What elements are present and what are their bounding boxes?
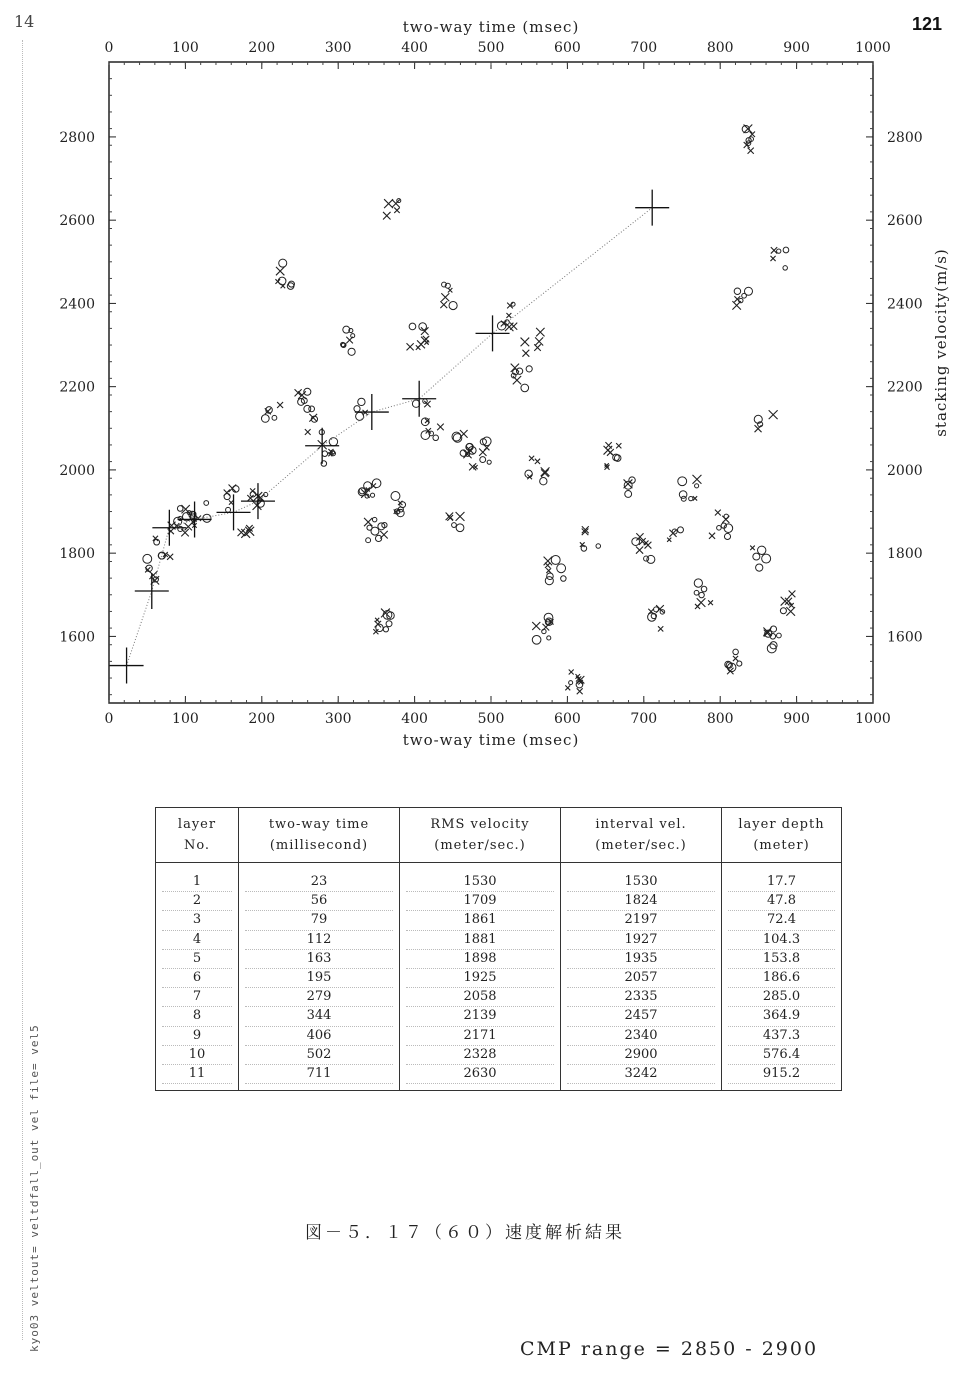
semblance-point [547, 636, 551, 640]
layer-depth-cell: 153.8 [728, 950, 835, 969]
x-tick-label-top: 800 [706, 40, 734, 56]
y-tick-label-left: 1800 [59, 546, 95, 563]
semblance-point [709, 533, 715, 539]
semblance-point [380, 531, 388, 539]
semblance-point [742, 293, 747, 298]
x-tick-label-top: 400 [401, 40, 428, 56]
semblance-point [153, 536, 158, 541]
semblance-point [229, 500, 233, 504]
column-two-way-time [239, 863, 400, 1091]
figure-caption: 図－５．１７（６０）速度解析結果 [305, 1223, 625, 1243]
velocity-pick-marker [135, 573, 169, 609]
velocity-pick-marker [476, 315, 510, 351]
semblance-point [777, 633, 782, 638]
two-way-time-cell: 344 [245, 1007, 393, 1026]
semblance-point [758, 546, 766, 554]
interval-vel-cell: 2457 [567, 1007, 715, 1026]
layer-depth-cell: 437.3 [728, 1027, 835, 1046]
semblance-point [421, 431, 430, 440]
two-way-time-cell: 502 [245, 1046, 393, 1065]
layer-no-cell: 7 [162, 988, 232, 1007]
semblance-point [346, 337, 353, 344]
x-tick-label-bottom: 0 [104, 711, 114, 727]
layer-no-cell: 3 [162, 911, 232, 930]
semblance-point [354, 406, 360, 412]
semblance-point [441, 293, 449, 301]
interval-vel-cell: 1530 [567, 873, 715, 892]
x-tick-label-top: 700 [630, 40, 658, 56]
semblance-point [678, 477, 687, 486]
x-tick-label-top: 200 [248, 40, 276, 56]
semblance-point [724, 533, 730, 539]
layer-no-cell: 4 [162, 931, 232, 950]
rms-velocity-cell: 2630 [406, 1065, 554, 1084]
semblance-point [780, 608, 786, 614]
semblance-point [167, 554, 173, 560]
layer-table [155, 807, 842, 1091]
x-tick-label-bottom: 1000 [855, 711, 891, 727]
semblance-point [541, 467, 550, 476]
semblance-point [576, 681, 583, 688]
semblance-point [561, 576, 566, 581]
two-way-time-cell: 56 [245, 892, 393, 911]
layer-no-cell: 6 [162, 969, 232, 988]
x-tick-label-bottom: 700 [630, 711, 658, 727]
semblance-point [541, 469, 549, 477]
layer-no-cell: 9 [162, 1027, 232, 1046]
semblance-point [536, 328, 544, 336]
semblance-point [449, 301, 457, 309]
semblance-point [532, 622, 540, 630]
layer-depth-cell: 72.4 [728, 911, 835, 930]
semblance-point [654, 607, 659, 612]
semblance-point [279, 259, 287, 267]
interval-vel-cell: 3242 [567, 1065, 715, 1084]
semblance-point [424, 340, 428, 344]
velocity-pick-marker [402, 381, 436, 417]
semblance-point [786, 607, 795, 616]
semblance-point [789, 591, 796, 598]
interval-vel-cell: 2340 [567, 1027, 715, 1046]
semblance-point [753, 553, 760, 560]
y-tick-label-right: 1800 [887, 546, 923, 563]
y-tick-label-left: 2800 [59, 129, 95, 146]
interval-vel-cell: 1824 [567, 892, 715, 911]
semblance-point [480, 457, 486, 463]
velocity-trend-line [127, 208, 653, 666]
x-tick-label-bottom: 900 [783, 711, 810, 727]
semblance-point [224, 493, 230, 499]
semblance-point [226, 507, 231, 512]
semblance-point [644, 556, 649, 561]
semblance-point [372, 479, 381, 488]
semblance-point [625, 491, 632, 498]
interval-vel-cell: 2335 [567, 988, 715, 1007]
semblance-point [506, 313, 511, 318]
semblance-point [356, 412, 364, 420]
layer-no-cell: 5 [162, 950, 232, 969]
semblance-point [697, 598, 706, 607]
table-body-row [156, 863, 842, 1091]
x-tick-label-top: 900 [783, 40, 810, 56]
semblance-point [513, 376, 521, 384]
semblance-point [529, 456, 534, 461]
x-tick-label-bottom: 800 [706, 711, 734, 727]
semblance-point [272, 415, 277, 420]
semblance-point [699, 592, 704, 597]
semblance-point [322, 451, 328, 457]
semblance-point [378, 523, 385, 530]
layer-no-cell: 1 [162, 873, 232, 892]
semblance-point [452, 523, 457, 528]
semblance-point [624, 481, 632, 489]
x-tick-label-bottom: 400 [401, 711, 428, 727]
layer-depth-cell: 47.8 [728, 892, 835, 911]
header-layer-no: layer No. [156, 808, 239, 863]
rms-velocity-cell: 1925 [406, 969, 554, 988]
header-layer-depth: layer depth (meter) [722, 808, 842, 863]
semblance-point [521, 338, 530, 347]
x-tick-label-bottom: 100 [172, 711, 199, 727]
x-tick-label-top: 1000 [855, 40, 891, 56]
semblance-point [770, 642, 777, 649]
semblance-point [358, 398, 365, 405]
x-axis-title-top: two-way time (msec) [402, 18, 580, 36]
semblance-point [734, 288, 740, 294]
semblance-point [667, 538, 671, 542]
interval-vel-cell: 1927 [567, 931, 715, 950]
semblance-point [701, 586, 707, 592]
column-rms-velocity [400, 863, 561, 1091]
semblance-point [783, 247, 789, 253]
rms-velocity-cell: 2328 [406, 1046, 554, 1065]
semblance-point [143, 554, 152, 563]
layer-depth-cell: 915.2 [728, 1065, 835, 1084]
semblance-point [708, 600, 713, 605]
two-way-time-cell: 195 [245, 969, 393, 988]
header-rms-velocity: RMS velocity (meter/sec.) [400, 808, 561, 863]
semblance-point [737, 661, 742, 666]
semblance-point [250, 488, 255, 493]
semblance-point [636, 546, 643, 553]
semblance-point [433, 435, 439, 441]
x-tick-label-bottom: 500 [477, 711, 505, 727]
semblance-point [275, 279, 280, 284]
semblance-point [770, 626, 776, 632]
side-file-label: kyo03 veltout= veltdfall_out vel file= vel5 [28, 1024, 41, 1352]
rms-velocity-cell: 2058 [406, 988, 554, 1007]
semblance-point [596, 544, 601, 549]
semblance-point [535, 337, 543, 345]
y-tick-label-left: 1600 [59, 629, 95, 646]
semblance-point [204, 501, 209, 506]
semblance-point [645, 542, 652, 549]
layer-depth-cell: 364.9 [728, 1007, 835, 1026]
two-way-time-cell: 406 [245, 1027, 393, 1046]
semblance-point [727, 668, 733, 674]
semblance-point [203, 514, 211, 522]
semblance-point [510, 323, 517, 330]
semblance-point [546, 568, 551, 573]
semblance-point [748, 148, 754, 154]
plot-frame [109, 62, 873, 703]
semblance-point [261, 415, 269, 423]
two-way-time-cell: 711 [245, 1065, 393, 1084]
semblance-point [277, 402, 283, 408]
rms-velocity-cell: 1530 [406, 873, 554, 892]
y-tick-label-left: 2400 [59, 296, 95, 313]
semblance-point [604, 446, 613, 455]
semblance-point [542, 629, 546, 633]
y-tick-label-right: 2200 [887, 379, 923, 396]
two-way-time-cell: 163 [245, 950, 393, 969]
layer-no-cell: 8 [162, 1007, 232, 1026]
semblance-point [383, 212, 391, 220]
x-tick-label-top: 0 [104, 40, 114, 56]
semblance-point [348, 348, 355, 355]
velocity-pick-marker [355, 394, 389, 430]
semblance-point [448, 288, 452, 292]
table-header-row [156, 808, 842, 863]
semblance-point [750, 546, 755, 551]
layer-depth-cell: 104.3 [728, 931, 835, 950]
semblance-point [724, 514, 728, 518]
semblance-point [689, 496, 693, 500]
rms-velocity-cell: 1881 [406, 931, 554, 950]
semblance-point [407, 343, 414, 350]
semblance-point [309, 414, 317, 422]
layer-depth-cell: 17.7 [728, 873, 835, 892]
interval-vel-cell: 1935 [567, 950, 715, 969]
y-tick-label-right: 2000 [887, 462, 923, 479]
semblance-point [276, 267, 284, 275]
y-axis-title-right: stacking velocity(m/s) [932, 248, 950, 437]
semblance-point [770, 256, 775, 261]
semblance-point [456, 524, 464, 532]
two-way-time-cell: 79 [245, 911, 393, 930]
semblance-point [329, 438, 337, 446]
semblance-point [391, 492, 400, 501]
semblance-point [733, 656, 738, 661]
semblance-point [384, 199, 393, 208]
semblance-point [669, 530, 676, 537]
y-tick-label-right: 2600 [887, 213, 923, 230]
x-tick-label-bottom: 200 [248, 711, 276, 727]
two-way-time-cell: 23 [245, 873, 393, 892]
semblance-point [678, 527, 684, 533]
semblance-point [372, 517, 376, 521]
x-tick-label-bottom: 300 [324, 711, 352, 727]
semblance-point [287, 283, 294, 290]
x-tick-label-top: 100 [172, 40, 199, 56]
semblance-point [577, 688, 583, 694]
semblance-point [487, 460, 491, 464]
y-tick-label-left: 2600 [59, 213, 95, 230]
semblance-point [694, 590, 699, 595]
rms-velocity-cell: 1709 [406, 892, 554, 911]
semblance-point [783, 266, 787, 270]
semblance-point [392, 200, 400, 208]
semblance-point [769, 410, 778, 419]
semblance-point [516, 368, 522, 374]
two-way-time-cell: 279 [245, 988, 393, 1007]
rms-velocity-cell: 2171 [406, 1027, 554, 1046]
semblance-point [238, 529, 246, 537]
semblance-point [409, 323, 416, 330]
semblance-point [756, 564, 763, 571]
semblance-point [694, 579, 702, 587]
semblance-point [648, 609, 654, 615]
semblance-point [440, 301, 447, 308]
page-number-left: 14 [14, 12, 35, 31]
semblance-point [364, 482, 372, 490]
rms-velocity-cell: 1861 [406, 911, 554, 930]
semblance-point [535, 459, 540, 464]
velocity-pick-marker [305, 428, 339, 464]
semblance-point [777, 249, 781, 253]
layer-no-cell: 10 [162, 1046, 232, 1065]
interval-vel-cell: 2057 [567, 969, 715, 988]
column-layer-depth [722, 863, 842, 1091]
velocity-pick-marker [635, 190, 669, 226]
layer-depth-cell: 186.6 [728, 969, 835, 988]
semblance-point [370, 493, 374, 497]
velocity-pick-marker [217, 494, 251, 530]
page-number-right: 121 [911, 14, 942, 34]
rms-velocity-cell: 1898 [406, 950, 554, 969]
semblance-point [394, 208, 399, 213]
semblance-point [569, 681, 573, 685]
velocity-pick-marker [110, 648, 144, 684]
semblance-point [437, 424, 444, 431]
semblance-point [692, 475, 701, 484]
x-tick-label-top: 300 [324, 40, 352, 56]
layer-no-cell: 2 [162, 892, 232, 911]
two-way-time-cell: 112 [245, 931, 393, 950]
y-tick-label-left: 2200 [59, 379, 95, 396]
header-interval-vel: interval vel. (meter/sec.) [561, 808, 722, 863]
semblance-point [785, 598, 792, 605]
semblance-point [557, 564, 566, 573]
semblance-point [616, 443, 621, 448]
semblance-point [305, 429, 311, 435]
interval-vel-cell: 2197 [567, 911, 715, 930]
semblance-point [565, 685, 570, 690]
semblance-point [545, 577, 553, 585]
x-tick-label-top: 500 [477, 40, 505, 56]
y-tick-label-right: 2800 [887, 129, 923, 146]
column-interval-vel [561, 863, 722, 1091]
header-two-way-time: two-way time (millisecond) [239, 808, 400, 863]
layer-depth-cell: 576.4 [728, 1046, 835, 1065]
y-tick-label-right: 1600 [887, 629, 923, 646]
semblance-point [386, 621, 392, 627]
interval-vel-cell: 2900 [567, 1046, 715, 1065]
semblance-point [366, 538, 371, 543]
semblance-point [456, 512, 465, 521]
semblance-point [304, 405, 311, 412]
column-layer-no [156, 863, 239, 1091]
semblance-point [717, 526, 722, 531]
x-tick-label-top: 600 [554, 40, 581, 56]
layer-no-cell: 11 [162, 1065, 232, 1084]
semblance-point [733, 649, 739, 655]
semblance-point [534, 344, 541, 351]
y-tick-label-right: 2400 [887, 296, 923, 313]
layer-depth-cell: 285.0 [728, 988, 835, 1007]
x-axis-title-bottom: two-way time (msec) [402, 731, 580, 749]
rms-velocity-cell: 2139 [406, 1007, 554, 1026]
semblance-point [421, 327, 429, 335]
semblance-point [522, 350, 529, 357]
cmp-range: CMP range = 2850 - 2900 [520, 1338, 819, 1360]
semblance-point [383, 627, 388, 632]
semblance-point [398, 501, 402, 505]
semblance-point [658, 626, 663, 631]
semblance-point [532, 635, 541, 644]
semblance-point [526, 366, 532, 372]
semblance-point [295, 389, 302, 396]
semblance-point [732, 301, 741, 310]
velocity-pick-marker [241, 483, 275, 519]
semblance-point [521, 384, 529, 392]
semblance-point [540, 478, 547, 485]
semblance-point [473, 465, 477, 469]
x-tick-label-bottom: 600 [554, 711, 581, 727]
semblance-point [569, 670, 574, 675]
semblance-point [762, 554, 771, 563]
semblance-point [551, 555, 560, 564]
semblance-point [695, 484, 699, 488]
semblance-point [715, 510, 721, 516]
y-tick-label-left: 2000 [59, 462, 95, 479]
